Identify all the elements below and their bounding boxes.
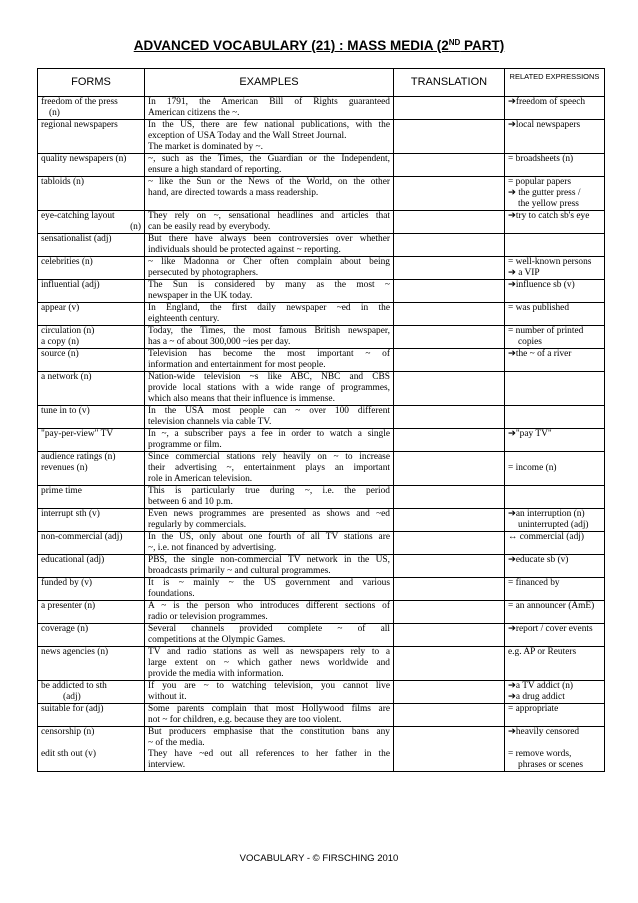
translation-cell[interactable] (394, 624, 505, 647)
example-line: which also means that their influence is immense. (148, 394, 335, 404)
example-line: their advertising ~, entertainment plays an important (148, 463, 390, 473)
forms-cell (38, 280, 145, 303)
example-line: radio or television programmes. (148, 612, 268, 622)
examples-cell (145, 257, 394, 280)
related-cell (505, 509, 605, 532)
example-line: ~ like the Sun or the News of the World, on the other (148, 177, 390, 187)
examples-cell (145, 578, 394, 601)
example-line: But producers emphasise that the constitution bans any (148, 727, 390, 737)
related-cell (505, 429, 605, 452)
table-row (38, 211, 605, 234)
related-expression: = remove words, (508, 749, 572, 759)
form-term: eye-catching layout (41, 211, 115, 221)
forms-cell (38, 429, 145, 452)
example-line: They rely on ~, sensational headlines and articles that (148, 211, 390, 221)
forms-cell (38, 120, 145, 154)
translation-cell[interactable] (394, 647, 505, 681)
examples-cell (145, 326, 394, 349)
example-line: Television has become the most important ~ of (148, 349, 390, 359)
example-line: In ~, a subscriber pays a fee in order to watch a single (148, 429, 390, 439)
example-line: ~ like Madonna or Cher often complain about being (148, 257, 390, 267)
forms-cell (38, 349, 145, 372)
translation-cell[interactable] (394, 349, 505, 372)
form-term: celebrities (n) (41, 257, 93, 267)
title-superscript: ND (448, 38, 461, 47)
translation-cell[interactable] (394, 257, 505, 280)
form-term: non-commercial (adj) (41, 532, 123, 542)
related-expression: = broadsheets (n) (508, 154, 574, 164)
related-expression: ➔freedom of speech (508, 97, 586, 107)
related-cell (505, 406, 605, 429)
example-line: Nation-wide television ~s like ABC, NBC and CBS (148, 372, 390, 382)
related-expression: = an announcer (AmE) (508, 601, 595, 611)
header-forms: FORMS (38, 69, 145, 97)
related-expression: = number of printed (508, 326, 584, 336)
examples-cell (145, 211, 394, 234)
related-expression: ↔ commercial (adj) (508, 532, 585, 542)
example-line: The Sun is considered by many as the most ~ (148, 280, 390, 290)
related-expression: the yellow press (518, 199, 579, 209)
example-line: This is particularly true during ~, i.e. the period (148, 486, 390, 496)
vocabulary-table (37, 68, 605, 772)
example-line: role in American television. (148, 474, 253, 484)
related-cell (505, 120, 605, 154)
form-term: appear (v) (41, 303, 80, 313)
example-line: ~ of the media. (148, 738, 205, 748)
examples-cell (145, 120, 394, 154)
related-cell (505, 452, 605, 486)
form-term: a network (n) (41, 372, 92, 382)
examples-cell (145, 429, 394, 452)
related-cell (505, 211, 605, 234)
forms-cell (38, 257, 145, 280)
form-term: prime time (41, 486, 82, 496)
forms-cell (38, 211, 145, 234)
forms-cell (38, 326, 145, 349)
related-expression: = income (n) (508, 463, 557, 473)
form-term: news agencies (n) (41, 647, 109, 657)
translation-cell[interactable] (394, 211, 505, 234)
example-line: provide local stations with a wide range of programmes, (148, 383, 390, 393)
example-line: In England, the first daily newspaper ~ed in the (148, 303, 390, 313)
related-cell (505, 234, 605, 257)
related-expression: uninterrupted (adj) (518, 520, 589, 530)
form-term: (n) (130, 222, 141, 232)
related-expression: copies (518, 337, 542, 347)
related-expression: ➔educate sb (v) (508, 555, 569, 565)
example-line: competitions at the Olympic Games. (148, 635, 286, 645)
form-term: tabloids (n) (41, 177, 84, 187)
form-term: suitable for (adj) (41, 704, 104, 714)
header-translation: TRANSLATION (394, 69, 505, 97)
forms-cell (38, 555, 145, 578)
examples-cell (145, 280, 394, 303)
translation-cell[interactable] (394, 486, 505, 509)
form-term: coverage (n) (41, 624, 89, 634)
example-line: A ~ is the person who introduces different sections of (148, 601, 390, 611)
table-row (38, 406, 605, 429)
form-term: be addicted to sth (41, 681, 107, 691)
form-term: freedom of the press (41, 97, 118, 107)
examples-cell (145, 349, 394, 372)
related-expression: = appropriate (508, 704, 559, 714)
related-cell (505, 97, 605, 120)
related-cell (505, 177, 605, 211)
related-expression: = well-known persons (508, 257, 592, 267)
example-line: If you are ~ to watching television, you cannot live (148, 681, 390, 691)
related-expression: ➔ the gutter press / (508, 188, 581, 198)
forms-cell (38, 154, 145, 177)
translation-cell[interactable] (394, 578, 505, 601)
example-line: information and entertainment for most people. (148, 360, 326, 370)
related-cell (505, 349, 605, 372)
example-line: broadcasts primarily ~ and cultural programmes. (148, 566, 331, 576)
examples-cell (145, 97, 394, 120)
forms-cell (38, 406, 145, 429)
form-term: tune in to (v) (41, 406, 90, 416)
related-expression: ➔influence sb (v) (508, 280, 575, 290)
example-line: In the USA most people can ~ over 100 different (148, 406, 390, 416)
table-row (38, 624, 605, 647)
forms-cell (38, 727, 145, 772)
form-term: audience ratings (n) (41, 452, 116, 462)
related-cell (505, 532, 605, 555)
examples-cell (145, 234, 394, 257)
example-line: hand, are directed towards a mass readership. (148, 188, 319, 198)
form-term: educational (adj) (41, 555, 105, 565)
example-line: ~, i.e. not financed by advertising. (148, 543, 277, 553)
table-row (38, 601, 605, 624)
forms-cell (38, 681, 145, 704)
translation-cell[interactable] (394, 280, 505, 303)
related-cell (505, 624, 605, 647)
form-term: revenues (n) (41, 463, 88, 473)
table-row (38, 120, 605, 154)
example-line: ~, such as the Times, the Guardian or the Independent, (148, 154, 390, 164)
form-term: funded by (v) (41, 578, 93, 588)
form-term (41, 738, 141, 749)
related-cell (505, 154, 605, 177)
translation-cell[interactable] (394, 303, 505, 326)
table-header-row (38, 69, 605, 97)
related-cell (505, 326, 605, 349)
related-cell (505, 647, 605, 681)
example-line: In 1791, the American Bill of Rights guaranteed (148, 97, 390, 107)
forms-cell (38, 486, 145, 509)
example-line: programme or film. (148, 440, 222, 450)
examples-cell (145, 624, 394, 647)
examples-cell (145, 727, 394, 772)
table-row (38, 681, 605, 704)
related-cell (505, 601, 605, 624)
example-line: not ~ for children, e.g. because they are too violent. (148, 715, 342, 725)
table-row (38, 97, 605, 120)
table-row (38, 177, 605, 211)
related-expression: ➔a drug addict (508, 692, 565, 702)
example-line: Some parents complain that most Hollywood films are (148, 704, 390, 714)
form-term: influential (adj) (41, 280, 100, 290)
example-line: They have ~ed out all references to her father in the (148, 749, 390, 759)
related-expression: = popular papers (508, 177, 572, 187)
table-row (38, 532, 605, 555)
translation-cell[interactable] (394, 372, 505, 406)
translation-cell[interactable] (394, 429, 505, 452)
related-expression: ➔"pay TV" (508, 429, 552, 439)
example-line: newspaper in the UK today. (148, 291, 253, 301)
related-expression: ➔the ~ of a river (508, 349, 572, 359)
examples-cell (145, 509, 394, 532)
related-cell (505, 372, 605, 406)
examples-cell (145, 647, 394, 681)
examples-cell (145, 555, 394, 578)
example-line: In the US, there are few national publications, with the (148, 120, 390, 130)
example-line: large extent on ~ which gather news worldwide and (148, 658, 390, 668)
forms-cell (38, 532, 145, 555)
translation-cell[interactable] (394, 154, 505, 177)
form-term: a copy (n) (41, 337, 80, 347)
related-cell (505, 727, 605, 772)
examples-cell (145, 704, 394, 727)
example-line: without it. (148, 692, 187, 702)
table-row (38, 234, 605, 257)
forms-cell (38, 578, 145, 601)
related-expression: ➔try to catch sb's eye (508, 211, 590, 221)
forms-cell (38, 624, 145, 647)
examples-cell (145, 372, 394, 406)
example-line: foundations. (148, 589, 195, 599)
translation-cell[interactable] (394, 177, 505, 211)
related-expression (508, 738, 601, 749)
table-row (38, 349, 605, 372)
form-term: edit sth out (v) (41, 749, 96, 759)
example-line: The market is dominated by ~. (148, 142, 263, 152)
forms-cell (38, 509, 145, 532)
table-row (38, 257, 605, 280)
examples-cell (145, 486, 394, 509)
examples-cell (145, 532, 394, 555)
form-term: circulation (n) (41, 326, 95, 336)
examples-cell (145, 452, 394, 486)
table-row (38, 452, 605, 486)
example-line: individuals should be protected against ~ reporting. (148, 245, 341, 255)
form-term: interrupt sth (v) (41, 509, 100, 519)
form-term: (n) (49, 108, 60, 118)
table-row (38, 555, 605, 578)
translation-cell[interactable] (394, 406, 505, 429)
forms-cell (38, 452, 145, 486)
related-cell (505, 681, 605, 704)
example-line: exception of USA Today and the Wall Street Journal. (148, 131, 347, 141)
example-line: Several channels provided complete ~ of all (148, 624, 390, 634)
forms-cell (38, 234, 145, 257)
forms-cell (38, 303, 145, 326)
translation-cell[interactable] (394, 120, 505, 154)
related-expression: phrases or scenes (518, 760, 584, 770)
examples-cell (145, 177, 394, 211)
related-expression: ➔an interruption (n) (508, 509, 585, 519)
translation-cell[interactable] (394, 727, 505, 772)
form-term: (adj) (63, 692, 81, 702)
examples-cell (145, 154, 394, 177)
form-term: a presenter (n) (41, 601, 96, 611)
table-row (38, 326, 605, 349)
translation-cell[interactable] (394, 555, 505, 578)
related-cell (505, 555, 605, 578)
example-line: In the US, only about one fourth of all TV stations are (148, 532, 390, 542)
related-expression: e.g. AP or Reuters (508, 647, 577, 657)
examples-cell (145, 303, 394, 326)
table-row (38, 704, 605, 727)
form-term: censorship (n) (41, 727, 95, 737)
translation-cell[interactable] (394, 452, 505, 486)
table-row (38, 647, 605, 681)
related-expression: = was published (508, 303, 570, 313)
table-row (38, 372, 605, 406)
example-line: TV and radio stations as well as newspapers rely to a (148, 647, 390, 657)
table-row (38, 429, 605, 452)
form-term: "pay-per-view" TV (41, 429, 114, 439)
example-line: regularly by commercials. (148, 520, 247, 530)
translation-cell[interactable] (394, 234, 505, 257)
form-term: regional newspapers (41, 120, 118, 130)
examples-cell (145, 681, 394, 704)
translation-cell[interactable] (394, 532, 505, 555)
translation-cell[interactable] (394, 509, 505, 532)
example-line: It is ~ mainly ~ the US government and various (148, 578, 390, 588)
form-term: source (n) (41, 349, 79, 359)
table-row (38, 578, 605, 601)
example-line: PBS, the single non-commercial TV network in the US, (148, 555, 390, 565)
page-title (0, 38, 638, 53)
example-line: American citizens the ~. (148, 108, 240, 118)
form-term: quality newspapers (n) (41, 154, 127, 164)
page-footer: VOCABULARY - © FIRSCHING 2010 (239, 853, 399, 864)
forms-cell (38, 704, 145, 727)
title-end: PART) (460, 38, 505, 53)
forms-cell (38, 177, 145, 211)
forms-cell (38, 647, 145, 681)
example-line: has a ~ of about 300,000 ~ies per day. (148, 337, 291, 347)
example-line: interview. (148, 760, 186, 770)
table-row (38, 303, 605, 326)
table-row (38, 727, 605, 772)
forms-cell (38, 601, 145, 624)
table-row (38, 509, 605, 532)
translation-cell[interactable] (394, 97, 505, 120)
related-expression: = financed by (508, 578, 560, 588)
related-cell (505, 257, 605, 280)
related-cell (505, 486, 605, 509)
vocabulary-table-body (38, 97, 605, 772)
related-cell (505, 280, 605, 303)
related-expression: ➔report / cover events (508, 624, 593, 634)
related-expression: ➔ a VIP (508, 268, 540, 278)
example-line: provide the media with information. (148, 669, 284, 679)
example-line: Today, the Times, the most famous British newspaper, (148, 326, 390, 336)
example-line: Even news programmes are presented as shows and ~ed (148, 509, 390, 519)
title-main: ADVANCED VOCABULARY (21) : MASS MEDIA (2 (133, 38, 449, 53)
related-expression: ➔local newspapers (508, 120, 581, 130)
example-line: ensure a high standard of reporting. (148, 165, 282, 175)
example-line: Since commercial stations rely heavily on ~ to increase (148, 452, 390, 462)
forms-cell (38, 372, 145, 406)
example-line: persecuted by photographers. (148, 268, 259, 278)
translation-cell[interactable] (394, 681, 505, 704)
examples-cell (145, 406, 394, 429)
related-expression: ➔heavily censored (508, 727, 580, 737)
header-related-expressions: RELATED EXPRESSIONS (505, 69, 605, 97)
example-line: can be easily read by everybody. (148, 222, 271, 232)
table-row (38, 154, 605, 177)
example-line: between 6 and 10 p.m. (148, 497, 233, 507)
example-line: television channels via cable TV. (148, 417, 272, 427)
related-cell (505, 704, 605, 727)
translation-cell[interactable] (394, 704, 505, 727)
form-term: sensationalist (adj) (41, 234, 112, 244)
related-cell (505, 303, 605, 326)
related-cell (505, 578, 605, 601)
forms-cell (38, 97, 145, 120)
related-expression (508, 452, 601, 463)
examples-cell (145, 601, 394, 624)
example-line: eighteenth century. (148, 314, 220, 324)
header-examples: EXAMPLES (145, 69, 394, 97)
example-line: But there have always been controversies over whether (148, 234, 390, 244)
related-expression: ➔a TV addict (n) (508, 681, 574, 691)
table-row (38, 486, 605, 509)
translation-cell[interactable] (394, 326, 505, 349)
translation-cell[interactable] (394, 601, 505, 624)
table-row (38, 280, 605, 303)
